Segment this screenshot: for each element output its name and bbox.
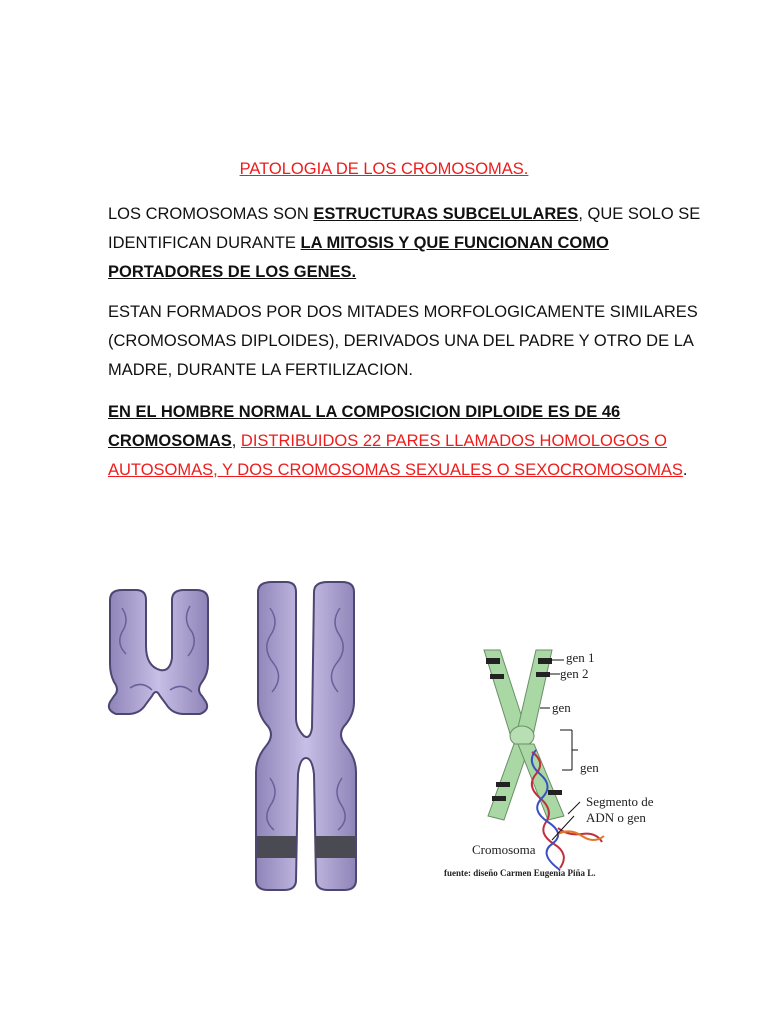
chromosome-illustration	[100, 578, 370, 896]
diagram-caption: Cromosoma	[472, 842, 536, 857]
page-title: PATOLOGIA DE LOS CROMOSOMAS.	[239, 160, 529, 178]
paragraph-composition	[108, 398, 718, 485]
text-segment: ,	[231, 432, 241, 450]
label-gen-1: gen 1	[566, 650, 595, 665]
emphasis-diploid-46: EN EL HOMBRE NORMAL LA COMPOSICION DIPLOIDE ES DE 46 CROMOSOMAS	[108, 403, 621, 450]
emphasis-pairs: DISTRIBUIDOS 22 PARES LLAMADOS HOMOLOGOS O AUTOSOMAS, Y DOS CROMOSOMAS SEXUALES O SEXOCROMOSOMAS	[108, 432, 683, 479]
large-chromosome	[256, 582, 356, 890]
label-gen-b: gen	[580, 760, 599, 775]
text-segment: , QUE SOLO SE IDENTIFICAN DURANTE	[108, 205, 701, 252]
text-segment: LOS CROMOSOMAS SON	[108, 205, 314, 223]
source-credit: fuente: diseño Carmen Eugenia Piña L.	[444, 868, 596, 878]
label-gen-2: gen 2	[560, 666, 589, 681]
emphasis-subcellular: ESTRUCTURAS SUBCELULARES	[313, 205, 579, 223]
paragraph-structure: ESTAN FORMADOS POR DOS MITADES MORFOLOGICAMENTE SIMILARES (CROMOSOMAS DIPLOIDES), DERIVADOS UNA DEL PADRE Y OTRO DE LA MADRE, DURANTE LA FERTILIZACION.	[108, 303, 698, 379]
green-chromosome	[484, 650, 564, 820]
paragraph-definition	[108, 200, 718, 287]
emphasis-mitosis: LA MITOSIS Y QUE FUNCIONAN COMO PORTADORES DE LOS GENES.	[108, 234, 609, 281]
text-segment: .	[682, 461, 688, 479]
small-chromosome	[109, 590, 208, 714]
label-gen-a: gen	[552, 700, 571, 715]
chromosome-gene-diagram	[440, 640, 680, 890]
label-segment-1: Segmento de	[586, 794, 654, 809]
label-segment-2: ADN o gen	[586, 810, 646, 825]
